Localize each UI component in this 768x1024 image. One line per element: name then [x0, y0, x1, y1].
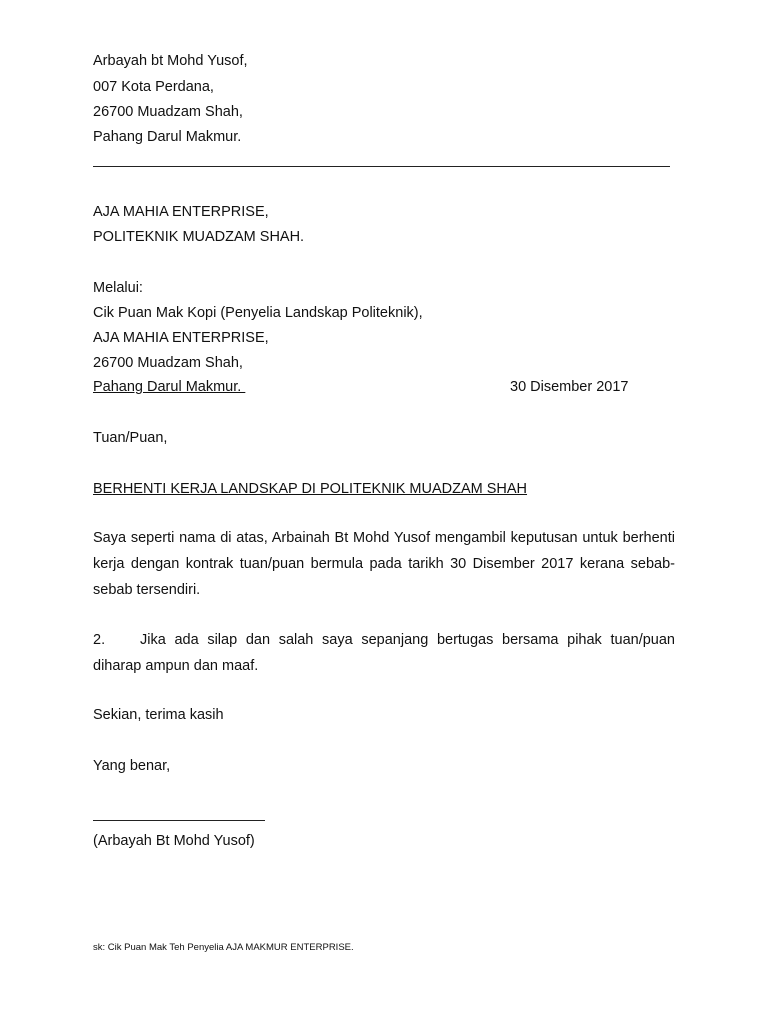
subject-heading: BERHENTI KERJA LANDSKAP DI POLITEKNIK MUADZAM SHAH — [93, 481, 528, 497]
signature-line — [93, 820, 265, 821]
via-label: Melalui: — [93, 280, 143, 296]
sender-name: Arbayah bt Mohd Yusof, — [93, 53, 248, 69]
paragraph-2-text: Jika ada silap dan salah saya sepanjang bertugas bersama pihak tuan/puan diharap ampun dan maaf. — [93, 632, 675, 674]
sender-address-line2: 26700 Muadzam Shah, — [93, 104, 243, 120]
letter-date: 30 Disember 2017 — [510, 379, 629, 395]
recipient-line1: AJA MAHIA ENTERPRISE, — [93, 204, 269, 220]
body-paragraph-2 — [93, 627, 675, 679]
via-line1: Cik Puan Mak Kopi (Penyelia Landskap Politeknik), — [93, 305, 423, 321]
via-line4: Pahang Darul Makmur. — [93, 379, 246, 395]
sender-address-line3: Pahang Darul Makmur. — [93, 129, 242, 145]
closing-line: Sekian, terima kasih — [93, 707, 224, 723]
via-line2: AJA MAHIA ENTERPRISE, — [93, 330, 269, 346]
salutation: Tuan/Puan, — [93, 430, 168, 446]
signature-name: (Arbayah Bt Mohd Yusof) — [93, 833, 255, 849]
yours-truly: Yang benar, — [93, 758, 171, 774]
recipient-line2: POLITEKNIK MUADZAM SHAH. — [93, 229, 305, 245]
header-divider — [93, 166, 670, 167]
body-paragraph-1: Saya seperti nama di atas, Arbainah Bt Mohd Yusof mengambil keputusan untuk berhenti kerja dengan kontrak tuan/puan bermula pada tarikh 30 Disember 2017 kerana sebab-sebab tersendiri. — [93, 530, 675, 598]
via-line3: 26700 Muadzam Shah, — [93, 355, 243, 371]
sender-address-line1: 007 Kota Perdana, — [93, 79, 214, 95]
paragraph-number: 2. — [93, 632, 106, 648]
footnote: sk: Cik Puan Mak Teh Penyelia AJA MAKMUR ENTERPRISE. — [93, 942, 354, 953]
